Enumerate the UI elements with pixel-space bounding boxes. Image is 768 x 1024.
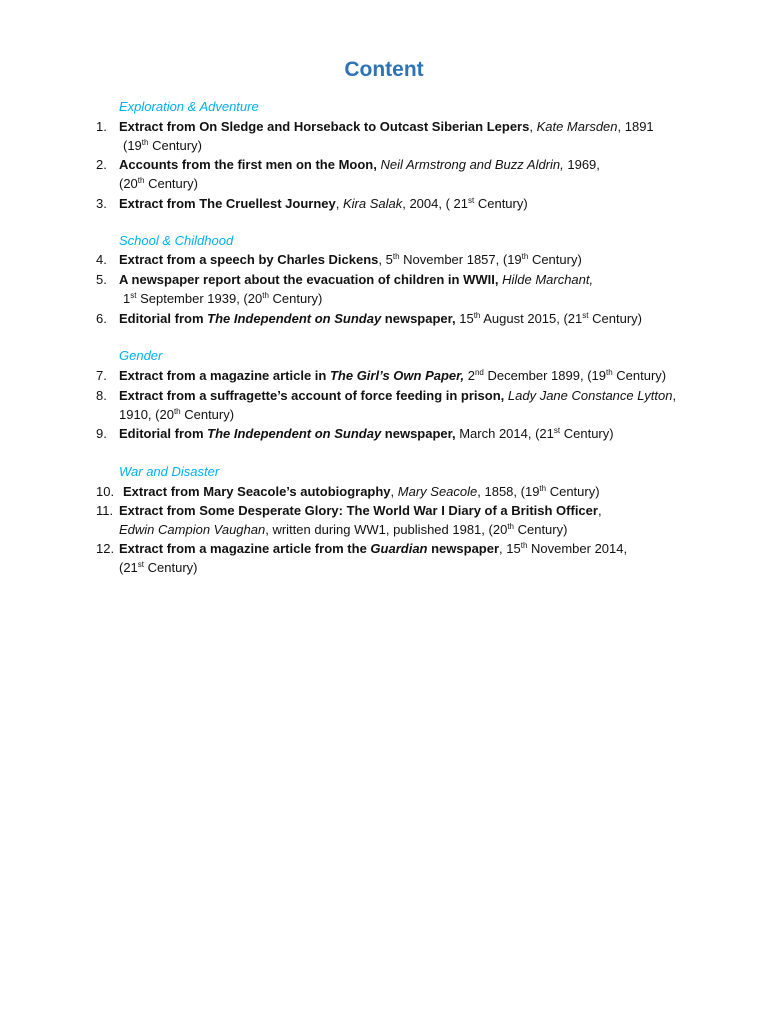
item-author: Neil Armstrong and Buzz Aldrin, [380, 157, 564, 172]
item-title: Extract from On Sledge and Horseback to Outcast Siberian Lepers [119, 119, 530, 134]
item-number: 8. [96, 388, 107, 403]
item-publication: The Independent on Sunday [207, 426, 382, 441]
item-number: 12. [96, 541, 115, 556]
item-number: 10. [96, 484, 115, 499]
item-number: 9. [96, 426, 107, 441]
item-year: , 1891 [617, 119, 654, 134]
item-publication: The Independent on Sunday [207, 311, 382, 326]
item-line-1: Editorial from The Independent on Sunday newspaper, March 2014, (21st Century) [119, 426, 614, 441]
item-line-2: 1st September 1939, (20th Century) [123, 291, 323, 306]
item-line-2: Edwin Campion Vaughan, written during WW1, published 1981, (20th Century) [119, 522, 568, 537]
item-author: Kira Salak [342, 196, 403, 211]
item-number: 5. [96, 272, 107, 287]
section-heading: War and Disaster [119, 464, 220, 479]
item-line-1 [119, 155, 600, 174]
item-title: Extract from Some Desperate Glory: The World War I Diary of a British Officer [119, 503, 598, 518]
item-publication: The Girl’s Own Paper, [329, 368, 465, 383]
item-author: Lady Jane Constance Lytton [507, 388, 673, 403]
item-author: Edwin Campion Vaughan [119, 522, 266, 537]
item-line-1 [119, 270, 593, 289]
item-line-2: (20th Century) [119, 176, 198, 191]
item-line-1: Extract from On Sledge and Horseback to Outcast Siberian Lepers, Kate Marsden, 1891 [119, 119, 654, 134]
item-title: A newspaper report about the evacuation of children in WWII, [119, 272, 499, 287]
item-author: Mary Seacole [397, 484, 478, 499]
item-number: 2. [96, 157, 107, 172]
item-line-1: Editorial from The Independent on Sunday newspaper, 15th August 2015, (21st Century) [119, 311, 642, 326]
item-line-1: Extract from a magazine article in The Girl’s Own Paper, 2nd December 1899, (19th Century) [119, 368, 667, 383]
item-line-1: Extract from a magazine article from the Guardian newspaper, 15th November 2014, [119, 541, 628, 556]
page-title: Content [344, 58, 424, 81]
item-line-1: Extract from Some Desperate Glory: The World War I Diary of a British Officer, [119, 503, 602, 518]
section-heading: School & Childhood [119, 233, 234, 248]
item-line-1: Extract from The Cruellest Journey, Kira Salak, 2004, ( 21st Century) [119, 196, 528, 211]
item-number: 1. [96, 119, 107, 134]
item-number: 6. [96, 311, 107, 326]
item-line-2: (19th Century) [123, 138, 202, 153]
item-number: 4. [96, 252, 107, 267]
item-line-1: Extract from a speech by Charles Dickens, 5th November 1857, (19th Century) [119, 252, 582, 267]
item-author: Hilde Marchant, [502, 272, 594, 287]
item-title: Extract from The Cruellest Journey [119, 196, 336, 211]
item-title: Accounts from the first men on the Moon, [119, 157, 377, 172]
item-line-2: (21st Century) [119, 560, 198, 575]
item-title: Extract from Mary Seacole’s autobiography [123, 484, 391, 499]
item-year: 1969, [563, 157, 600, 172]
item-author: Kate Marsden [536, 119, 618, 134]
item-line-2: 1910, (20th Century) [119, 407, 235, 422]
item-number: 3. [96, 196, 107, 211]
item-number: 11. [96, 503, 114, 518]
section-heading: Gender [119, 348, 163, 363]
item-line-1: Extract from Mary Seacole’s autobiography, Mary Seacole, 1858, (19th Century) [123, 484, 600, 499]
item-line-1: Extract from a suffragette’s account of force feeding in prison, Lady Jane Constance Lytton, [119, 388, 677, 403]
item-title: Extract from a suffragette’s account of force feeding in prison, [119, 388, 505, 403]
section-heading: Exploration & Adventure [119, 99, 259, 114]
item-publication: Guardian [370, 541, 428, 556]
item-number: 7. [96, 368, 107, 383]
item-title: Extract from a speech by Charles Dickens [119, 252, 379, 267]
